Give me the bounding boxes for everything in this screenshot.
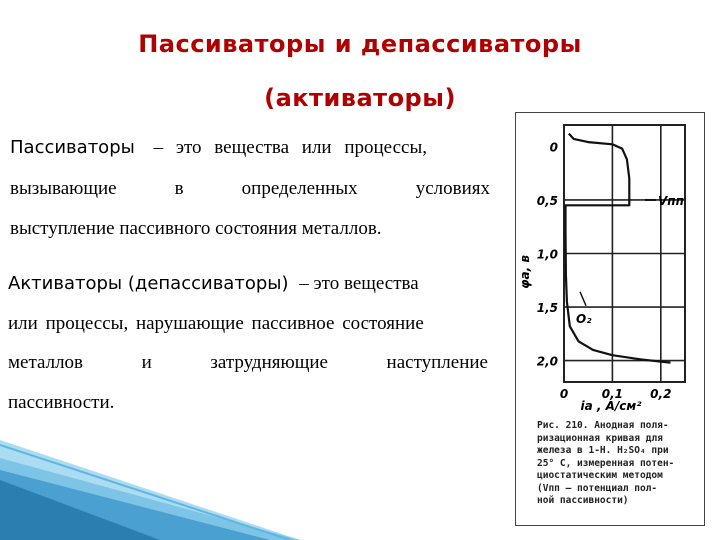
y-tick-label: 0,5	[536, 193, 558, 208]
y-tick-label: 1,5	[536, 301, 558, 316]
y-tick-labels	[537, 140, 558, 368]
annotation-leader	[580, 292, 586, 306]
x-tick-label: 0	[559, 387, 569, 401]
y-axis-label: φa, в	[518, 255, 532, 289]
activators-line-1	[8, 273, 490, 295]
passivators-definition-start: – это вещества или процессы,	[153, 137, 427, 158]
annotations	[576, 194, 684, 326]
annotation-label: O₂	[576, 311, 592, 326]
x-tick-label: 0,2	[650, 387, 672, 401]
caption-line: железа в 1-Н. H₂SO₄ при	[537, 445, 669, 456]
slide-title: Пассиваторы и депассиваторы	[138, 30, 582, 58]
passivators-line-1	[10, 137, 490, 159]
decorative-stripes	[0, 440, 300, 540]
slide-subtitle: (активаторы)	[264, 84, 456, 112]
caption-line: Рис. 210. Анодная поля-	[537, 420, 669, 431]
passivators-term: Пассиваторы	[10, 137, 135, 158]
activators-definition-start: – это вещества	[299, 273, 419, 294]
passivators-word: вызывающие	[10, 178, 117, 199]
caption-line: 25° С, измеренная потен-	[537, 457, 675, 469]
activators-term: Активаторы (депассиваторы)	[8, 273, 289, 294]
activators-line-3	[8, 352, 488, 374]
activators-word: затрудняющие	[210, 352, 328, 373]
activators-line-4: пассивности.	[8, 392, 115, 413]
y-tick-label: 1,0	[536, 247, 558, 262]
x-axis-label: ia , A/см²	[580, 399, 642, 413]
caption-line: ризационная кривая для	[537, 432, 663, 444]
caption-line: циостатическим методом	[537, 470, 663, 481]
passivators-word: условиях	[415, 178, 490, 199]
x-tick-label: 0,1	[601, 387, 624, 401]
caption-line: (Vпп — потенциал пол-	[537, 482, 658, 494]
passivators-line-2	[10, 178, 490, 200]
activators-word: и	[141, 352, 152, 373]
activators-line-2: или процессы, нарушающие пассивное состояние	[8, 313, 424, 334]
activators-word: наступление	[386, 352, 488, 373]
y-tick-label: 0	[549, 140, 558, 155]
annotation-label: Vпп	[658, 193, 684, 208]
figure-caption	[537, 420, 697, 508]
polarization-chart	[515, 112, 703, 417]
series-group	[566, 134, 671, 363]
passivators-word: в	[174, 178, 184, 199]
passivators-word: определенных	[241, 178, 358, 199]
polarization-curve	[566, 134, 671, 363]
caption-line: ной пассивности)	[537, 495, 629, 506]
passivators-line-3: выступление пассивного состояния металлов.	[10, 218, 382, 239]
activators-word: металлов	[8, 352, 84, 373]
y-tick-label: 2,0	[536, 354, 558, 369]
